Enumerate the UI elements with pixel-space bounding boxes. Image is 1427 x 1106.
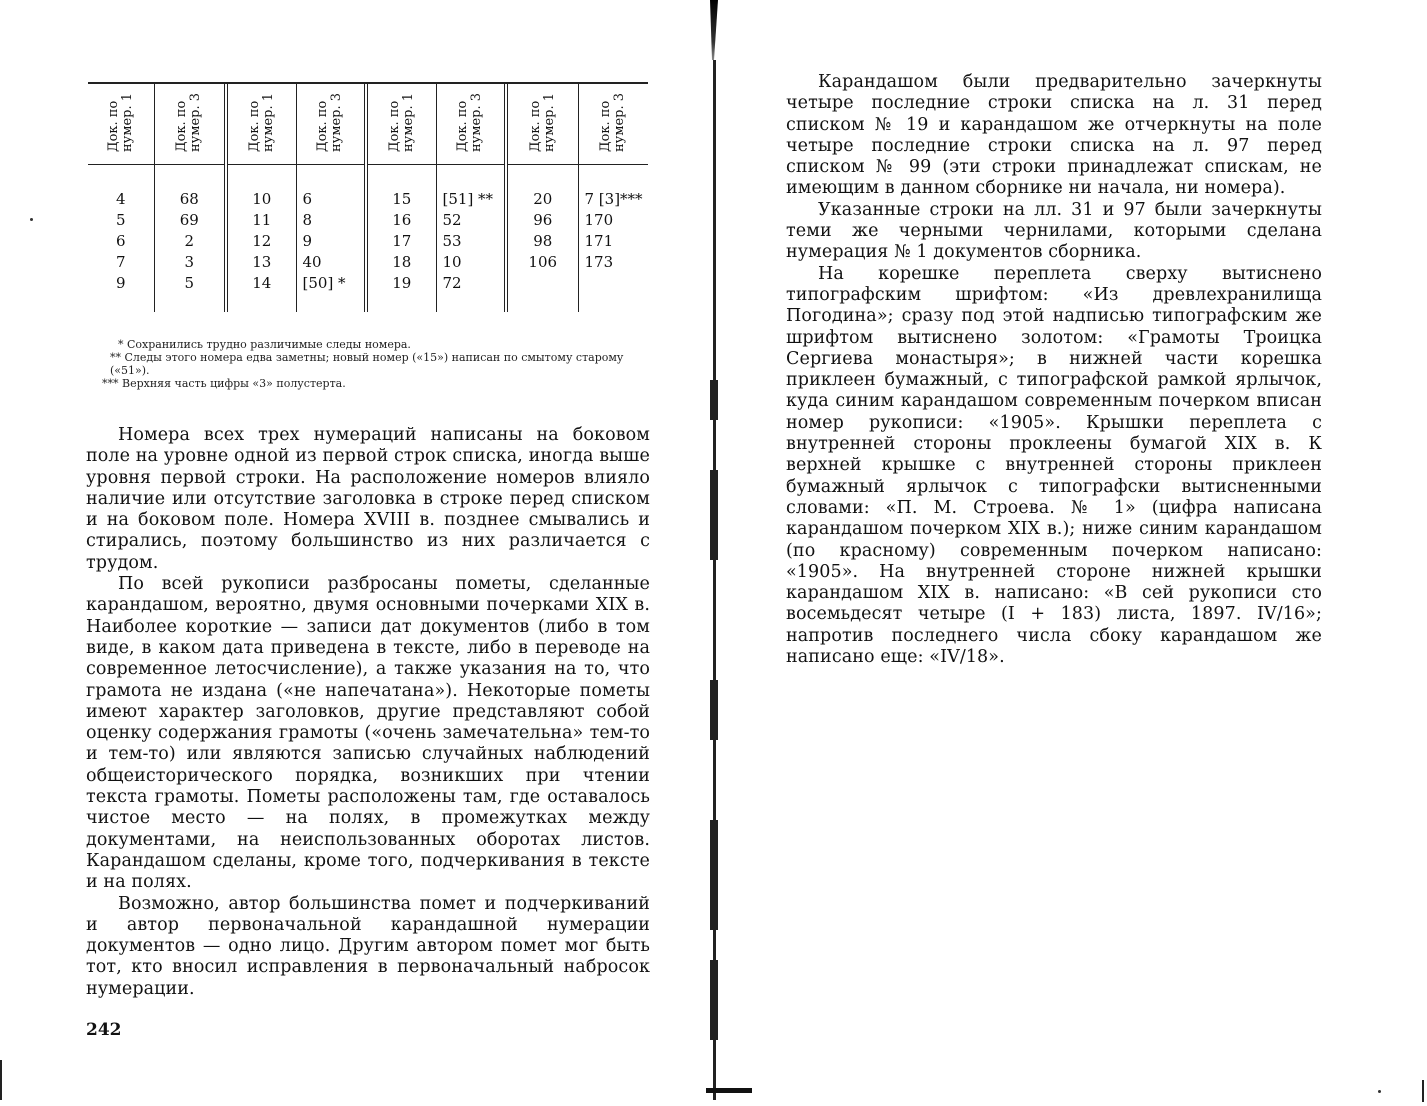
table-header: Док. по нумер. 3: [296, 84, 366, 165]
paragraph: По всей рукописи разбросаны пометы, сделанные карандашом, вероятно, двумя основными почерками XIX в. Наиболее короткие — записи дат документов (либо в том виде, в каком дата приведена в тексте, либо в переводе на современное летосчисление), а также указания на то, что грамота не издана («не напечатана»). Некоторые пометы имеют характер заголовков, другие представляют собой оценку содержания грамоты («очень замечательна» тем-то и тем-то) или являются записью случайных наблюдений общеисторического порядка, возникших при чтении текста грамоты. Пометы расположены там, где оставалось чистое место — на полях, в промежутках между документами, на неиспользованных оборотах листов. Карандашом сделаны, кроме того, подчеркивания в тексте и на полях.: [86, 574, 650, 893]
table-cell: 9: [302, 232, 313, 250]
scan-speck: [1378, 1090, 1381, 1093]
table-cell: 12: [252, 232, 272, 250]
table-cell: 17: [392, 232, 412, 250]
table-cell: 40: [302, 253, 322, 271]
left-body-text: [86, 425, 650, 1000]
table-cell: 14: [252, 274, 272, 292]
footnotes: [88, 338, 650, 390]
table-cell: 53: [442, 232, 462, 250]
table-cell: 15: [392, 190, 412, 208]
table-column: [154, 165, 226, 313]
table-header: Док. по нумер. 3: [436, 84, 506, 165]
table-column: [226, 165, 296, 313]
scan-edge-mark: [1422, 1080, 1424, 1102]
table-column: [578, 165, 648, 313]
table-column: [296, 165, 366, 313]
table-column: [88, 165, 154, 313]
table-cell: 6: [302, 190, 313, 208]
paragraph: Номера всех трех нумераций написаны на боковом поле на уровне одной из первой строк списка, иногда выше уровня первой строки. На расположение номеров влияло наличие или отсутствие заголовка в строке перед списком и на боковом поле. Номера XVIII в. позднее смывались и стирались, поэтому большинство из них различается с трудом.: [86, 425, 650, 573]
table-cell: 173: [584, 253, 614, 271]
table-cell: [585, 273, 649, 294]
table-cell: 171: [584, 232, 614, 250]
scan-edge-mark: [0, 1060, 2, 1100]
table-header: Док. по нумер. 3: [154, 84, 226, 165]
table-header: Док. по нумер. 1: [506, 84, 578, 165]
table-cell: 3: [184, 253, 195, 271]
table-cell: 69: [179, 211, 199, 229]
table-header: Док. по нумер. 1: [366, 84, 436, 165]
table-cell: 72: [442, 274, 462, 292]
table-column: [436, 165, 506, 313]
table-cell: 68: [179, 190, 199, 208]
right-page: [716, 0, 1427, 1106]
table-column: [506, 165, 578, 313]
table-header: Док. по нумер. 3: [578, 84, 648, 165]
scan-speck: [30, 218, 33, 221]
paragraph: Карандашом были предварительно зачеркнуты четыре последние строки списка на л. 31 перед списком № 19 и карандашом же отчеркнуты на поле четыре последние строки списка на л. 97 перед списком № 99 (эти строки принадлежат спискам, не имеющим в данном сборнике ни начала, ни номера).: [786, 72, 1322, 199]
table-cell: 13: [252, 253, 272, 271]
paragraph: Возможно, автор большинства помет и подчеркиваний и автор первоначальной карандашной нумерации документов — одно лицо. Другим автором помет мог быть тот, кто вносил исправления в первоначальный набросок нумерации.: [86, 893, 650, 999]
table-header: Док. по нумер. 1: [88, 84, 154, 165]
table-cell: 5: [184, 274, 195, 292]
table-cell: 52: [442, 211, 462, 229]
table-cell: 20: [533, 190, 553, 208]
left-page: [0, 0, 712, 1106]
footnote: ** Следы этого номера едва заметны; новый номер («15») написан по смытому старому («51»).: [110, 351, 624, 377]
page-number: 242: [86, 1020, 122, 1040]
table-cell: 9: [115, 274, 126, 292]
paragraph: На корешке переплета сверху вытиснено типографским шрифтом: «Из древлехранилища Погодина»; сразу под этой надписью типографским же шрифтом вытиснено золотом: «Грамоты Троицка Сергиева монастыря»; в нижней части корешка приклеен бумажный, с типографской рамкой ярлычок, куда синим карандашом современным почерком вписан номер рукописи: «1905». Крышки переплета с внутренней стороны проклеены бумагой XIX в. К верхней крышке с внутренней стороны приклеен бумажный ярлычок с типографски вытисненными словами: «П. М. Строева. № 1» (цифра написана карандашом почерком XIX в.); ниже синим карандашом (по красному) современным почерком написано: «1905». На внутренней стороне нижней крышки карандашом XIX в. написано: «В сей рукописи сто восемьдесят четыре (I + 183) листа, 1897. IV/16»; напротив последнего числа сбоку карандашом же написано еще: «IV/18».: [786, 263, 1322, 668]
footnote: * Сохранились трудно различимые следы номера.: [118, 338, 411, 351]
paragraph: Указанные строки на лл. 31 и 97 были зачеркнуты теми же черными чернилами, которыми сделана нумерация № 1 документов сборника.: [786, 199, 1322, 263]
table-cell: 11: [252, 211, 272, 229]
table-cell: 6: [115, 232, 126, 250]
table-cell: 2: [184, 232, 195, 250]
numbering-table: [88, 82, 648, 312]
table-cell: 5: [115, 211, 126, 229]
table-cell: 96: [533, 211, 553, 229]
table-header: Док. по нумер. 1: [226, 84, 296, 165]
table-cell: 10: [252, 190, 272, 208]
table-column: [366, 165, 436, 313]
footnote: *** Верхняя часть цифры «3» полустерта.: [102, 377, 346, 390]
table-cell: [508, 273, 578, 294]
table-cell: [50] *: [302, 274, 346, 292]
table-cell: 4: [115, 190, 126, 208]
table-cell: 19: [392, 274, 412, 292]
table-cell: 98: [533, 232, 553, 250]
table-cell: 18: [392, 253, 412, 271]
table-cell: 8: [302, 211, 313, 229]
table-cell: 7: [115, 253, 126, 271]
right-body-text: [786, 72, 1322, 668]
table-cell: 16: [392, 211, 412, 229]
table-cell: 7 [3]***: [584, 190, 643, 208]
table-cell: [51] **: [442, 190, 494, 208]
table-cell: 170: [584, 211, 614, 229]
table-cell: 10: [442, 253, 462, 271]
table-cell: 106: [528, 253, 558, 271]
